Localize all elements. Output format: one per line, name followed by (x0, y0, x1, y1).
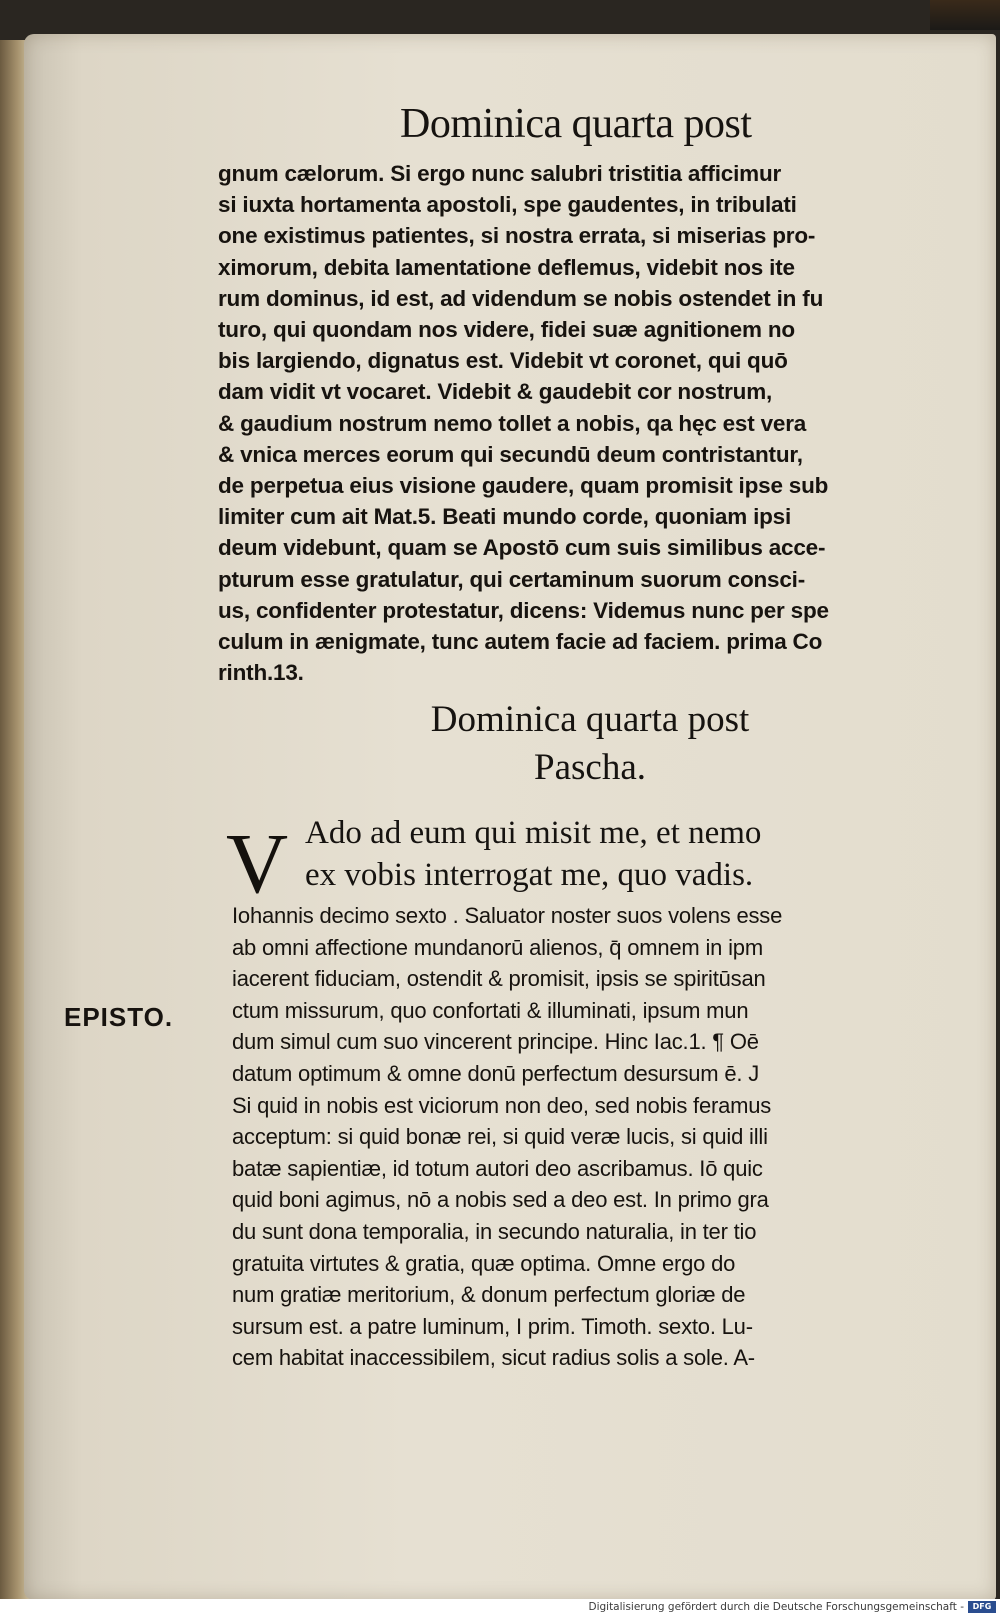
text-line: ctum missurum, quo confortati & illuminati, ipsum mun (232, 997, 749, 1023)
drop-cap: V (226, 815, 289, 911)
text-line: si iuxta hortamenta apostoli, spe gaudentes, in tribulati (218, 192, 797, 218)
text-line: cem habitat inaccessibilem, sicut radius solis a sole. A- (232, 1345, 755, 1371)
text-line: rinth.13. (218, 660, 304, 686)
gospel-incipit-line2: ex vobis interrogat me, quo vadis. (305, 857, 754, 893)
text-line: rum dominus, id est, ad videndum se nobis ostendet in fu (218, 285, 824, 311)
text-line: batæ sapientiæ, id totum autori deo ascribamus. Iō quic (232, 1155, 763, 1181)
text-line: quid boni agimus, nō a nobis sed a deo est. In primo gra (232, 1187, 769, 1213)
text-line: ab omni affectione mundanorū alienos, q̄ omnem in ipm (232, 934, 763, 960)
text-line: deum videbunt, quam se Apostō cum suis similibus acce- (218, 535, 826, 561)
text-line: one existimus patientes, si nostra errata, si miserias pro- (218, 223, 816, 249)
text-line: turo, qui quondam nos videre, fidei suæ agnitionem no (218, 317, 795, 343)
text-line: num gratiæ meritorium, & donum perfectum gloriæ de (232, 1282, 746, 1308)
text-line: limiter cum ait Mat.5. Beati mundo corde, quoniam ipsi (218, 504, 792, 530)
text-line: & vnica merces eorum qui secundū deum contristantur, (218, 441, 803, 467)
footer-credit: Digitalisierung gefördert durch die Deutsche Forschungsgemeinschaft - (588, 1601, 964, 1613)
scan-corner (930, 0, 1000, 30)
gospel-incipit-line1: Ado ad eum qui misit me, et nemo (305, 815, 762, 851)
text-block-lower (232, 900, 952, 1374)
text-line: Iohannis decimo sexto . Saluator noster suos volens esse (232, 903, 783, 928)
text-line: du sunt dona temporalia, in secundo naturalia, in ter tio (232, 1218, 757, 1244)
section-heading-line2: Pascha. (534, 747, 646, 788)
gospel-incipit (305, 812, 761, 896)
running-head: Dominica quarta post (400, 101, 752, 147)
text-line: us, confidenter protestatur, dicens: Videmus nunc per spe (218, 597, 829, 623)
text-block-upper (218, 158, 938, 688)
text-line: bis largiendo, dignatus est. Videbit vt coronet, qui quō (218, 348, 788, 374)
section-heading-line1: Dominica quarta post (430, 699, 750, 740)
text-line: culum in ænigmate, tunc autem facie ad faciem. prima Co (218, 629, 823, 655)
text-line: gnum cælorum. Si ergo nunc salubri tristitia afficimur (218, 161, 782, 186)
text-line: acceptum: si quid bonæ rei, si quid veræ lucis, si quid illi (232, 1124, 768, 1150)
text-line: ximorum, debita lamentatione deflemus, videbit nos ite (218, 254, 795, 280)
text-line: dam vidit vt vocaret. Videbit & gaudebit cor nostrum, (218, 379, 773, 405)
text-line: datum optimum & omne donū perfectum desursum ē. J (232, 1060, 760, 1086)
text-line: gratuita virtutes & gratia, quæ optima. Omne ergo do (232, 1250, 736, 1276)
text-line: de perpetua eius visione gaudere, quam promisit ipse sub (218, 473, 829, 499)
text-line: iacerent fiduciam, ostendit & promisit, ipsis se spiritūsan (232, 966, 766, 992)
dfg-logo: DFG (968, 1601, 996, 1613)
section-heading (300, 696, 880, 792)
margin-note: EPISTO. (64, 1002, 174, 1032)
text-line: sursum est. a patre luminum, I prim. Timoth. sexto. Lu- (232, 1313, 753, 1339)
text-line: dum simul cum suo vincerent principe. Hinc Iac.1. ¶ Oē (232, 1029, 759, 1055)
text-line: & gaudium nostrum nemo tollet a nobis, qa hęc est vera (218, 410, 807, 436)
text-line: Si quid in nobis est viciorum non deo, sed nobis feramus (232, 1092, 772, 1118)
text-line: pturum esse gratulatur, qui certaminum suorum consci- (218, 566, 806, 592)
